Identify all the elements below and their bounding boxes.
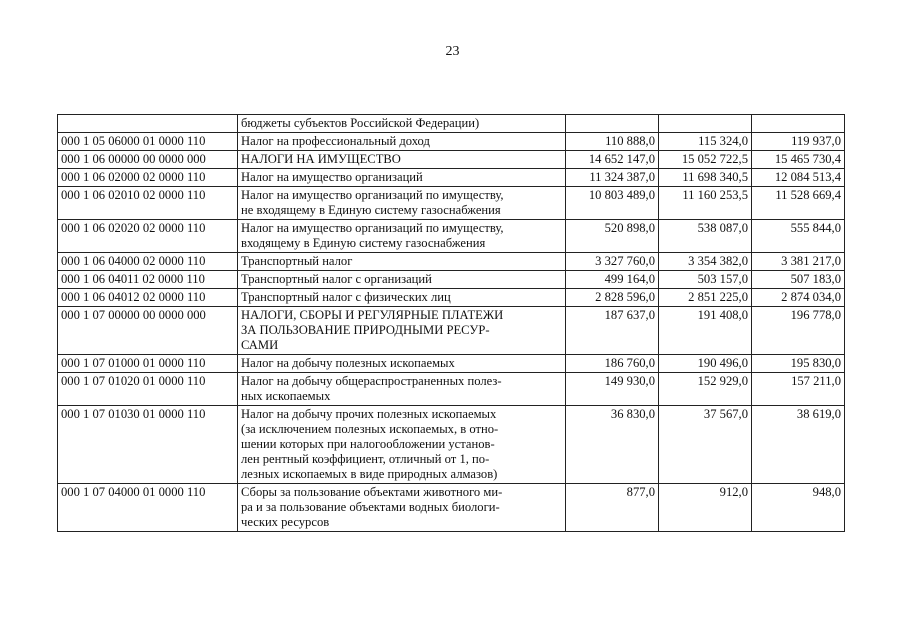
row-value-1: 10 803 489,0	[566, 187, 659, 220]
row-value-3: 11 528 669,4	[752, 187, 845, 220]
row-name: НАЛОГИ НА ИМУЩЕСТВО	[238, 151, 566, 169]
row-name: Транспортный налог с физических лиц	[238, 289, 566, 307]
row-code: 000 1 06 04012 02 0000 110	[58, 289, 238, 307]
row-code	[58, 115, 238, 133]
row-value-1: 110 888,0	[566, 133, 659, 151]
row-value-1: 520 898,0	[566, 220, 659, 253]
table-row	[58, 187, 845, 220]
row-code: 000 1 05 06000 01 0000 110	[58, 133, 238, 151]
row-name: НАЛОГИ, СБОРЫ И РЕГУЛЯРНЫЕ ПЛАТЕЖИ ЗА ПОЛЬЗОВАНИЕ ПРИРОДНЫМИ РЕСУР- САМИ	[238, 307, 566, 355]
row-value-3: 196 778,0	[752, 307, 845, 355]
row-value-2	[659, 115, 752, 133]
table-row	[58, 133, 845, 151]
row-value-3: 119 937,0	[752, 133, 845, 151]
budget-table-body	[58, 115, 845, 532]
row-value-2: 190 496,0	[659, 355, 752, 373]
page-number: 23	[445, 44, 460, 59]
row-value-1: 187 637,0	[566, 307, 659, 355]
row-value-3: 38 619,0	[752, 406, 845, 484]
row-value-3: 2 874 034,0	[752, 289, 845, 307]
table-row	[58, 169, 845, 187]
table-row	[58, 406, 845, 484]
table-row	[58, 307, 845, 355]
table-row	[58, 220, 845, 253]
table-row	[58, 484, 845, 532]
row-name: Налог на добычу полезных ископаемых	[238, 355, 566, 373]
row-value-1: 36 830,0	[566, 406, 659, 484]
row-value-1: 149 930,0	[566, 373, 659, 406]
row-name: Налог на имущество организаций по имуществу, входящему в Единую систему газоснабжения	[238, 220, 566, 253]
row-code: 000 1 06 04011 02 0000 110	[58, 271, 238, 289]
row-code: 000 1 06 04000 02 0000 110	[58, 253, 238, 271]
row-value-2: 912,0	[659, 484, 752, 532]
row-value-3: 15 465 730,4	[752, 151, 845, 169]
row-value-1: 877,0	[566, 484, 659, 532]
table-row	[58, 271, 845, 289]
row-code: 000 1 06 02010 02 0000 110	[58, 187, 238, 220]
row-name: Транспортный налог с организаций	[238, 271, 566, 289]
row-code: 000 1 07 01020 01 0000 110	[58, 373, 238, 406]
row-value-3: 3 381 217,0	[752, 253, 845, 271]
row-code: 000 1 07 00000 00 0000 000	[58, 307, 238, 355]
table-row	[58, 355, 845, 373]
table-row	[58, 151, 845, 169]
table-row	[58, 373, 845, 406]
table-row	[58, 253, 845, 271]
row-value-3: 948,0	[752, 484, 845, 532]
row-value-2: 3 354 382,0	[659, 253, 752, 271]
row-value-1: 186 760,0	[566, 355, 659, 373]
row-value-1: 11 324 387,0	[566, 169, 659, 187]
row-value-1: 499 164,0	[566, 271, 659, 289]
row-code: 000 1 07 01000 01 0000 110	[58, 355, 238, 373]
row-value-1: 3 327 760,0	[566, 253, 659, 271]
row-value-1: 14 652 147,0	[566, 151, 659, 169]
row-name: Транспортный налог	[238, 253, 566, 271]
row-value-2: 2 851 225,0	[659, 289, 752, 307]
row-name: Налог на профессиональный доход	[238, 133, 566, 151]
row-name: Сборы за пользование объектами животного ми- ра и за пользование объектами водных биологи- ческих ресурсов	[238, 484, 566, 532]
row-value-2: 503 157,0	[659, 271, 752, 289]
row-code: 000 1 07 04000 01 0000 110	[58, 484, 238, 532]
row-code: 000 1 06 00000 00 0000 000	[58, 151, 238, 169]
row-name: Налог на добычу прочих полезных ископаемых (за исключением полезных ископаемых, в отно- шении которых при налогообложении установ- лен рентный коэффициент, отличный от 1, по- лезных ископаемых в виде природных алмазов)	[238, 406, 566, 484]
budget-table	[57, 114, 845, 532]
row-value-1: 2 828 596,0	[566, 289, 659, 307]
row-value-2: 538 087,0	[659, 220, 752, 253]
table-row	[58, 289, 845, 307]
row-value-3: 507 183,0	[752, 271, 845, 289]
row-value-3	[752, 115, 845, 133]
row-value-2: 191 408,0	[659, 307, 752, 355]
row-name: Налог на имущество организаций	[238, 169, 566, 187]
row-code: 000 1 06 02020 02 0000 110	[58, 220, 238, 253]
row-value-2: 11 160 253,5	[659, 187, 752, 220]
row-value-2: 152 929,0	[659, 373, 752, 406]
table-row	[58, 115, 845, 133]
row-name: Налог на имущество организаций по имуществу, не входящему в Единую систему газоснабжения	[238, 187, 566, 220]
row-value-1	[566, 115, 659, 133]
row-value-3: 555 844,0	[752, 220, 845, 253]
row-value-2: 115 324,0	[659, 133, 752, 151]
row-value-2: 37 567,0	[659, 406, 752, 484]
row-name: бюджеты субъектов Российской Федерации)	[238, 115, 566, 133]
row-value-2: 15 052 722,5	[659, 151, 752, 169]
row-value-3: 157 211,0	[752, 373, 845, 406]
row-value-3: 12 084 513,4	[752, 169, 845, 187]
row-value-3: 195 830,0	[752, 355, 845, 373]
row-code: 000 1 06 02000 02 0000 110	[58, 169, 238, 187]
row-code: 000 1 07 01030 01 0000 110	[58, 406, 238, 484]
row-value-2: 11 698 340,5	[659, 169, 752, 187]
row-name: Налог на добычу общераспространенных полез- ных ископаемых	[238, 373, 566, 406]
